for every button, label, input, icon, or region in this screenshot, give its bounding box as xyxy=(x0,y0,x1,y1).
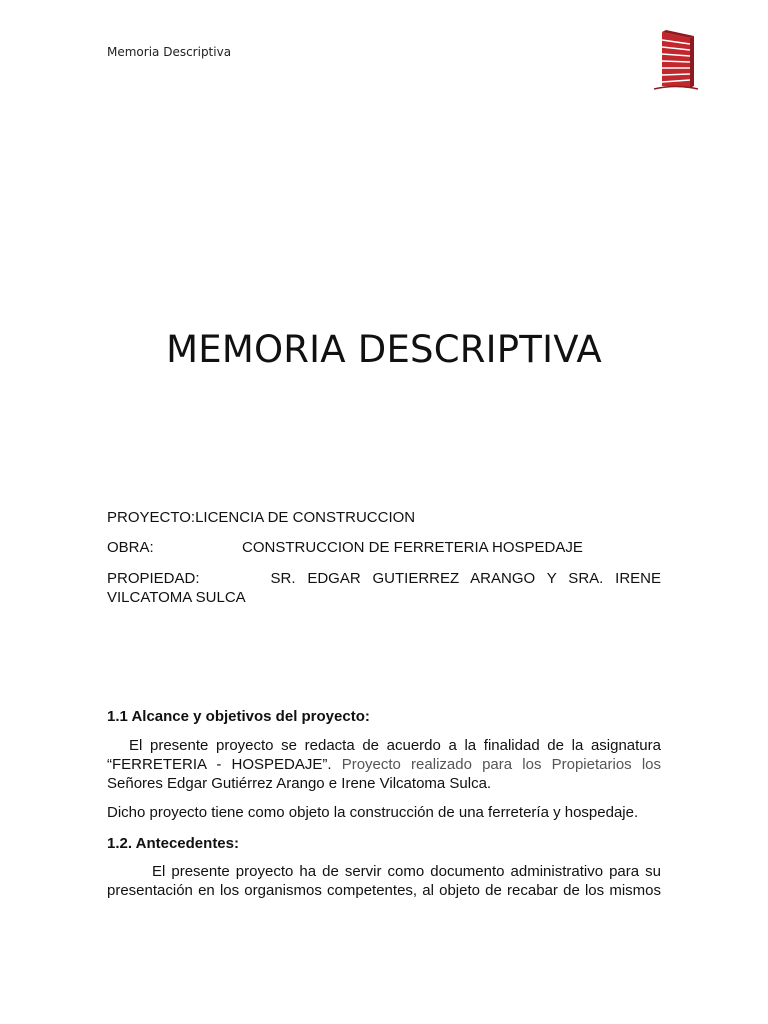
building-logo-icon xyxy=(652,28,700,92)
proyecto-label: PROYECTO: xyxy=(107,509,196,526)
section-1-2-p1-line1: El presente proyecto ha de servir como documento administrativo para su xyxy=(152,863,661,880)
propiedad-line-2: VILCATOMA SULCA xyxy=(107,589,246,606)
propiedad-line-1: PROPIEDAD: SR. EDGAR GUTIERREZ ARANGO Y SRA. IRENE xyxy=(107,570,661,587)
obra-value: CONSTRUCCION DE FERRETERIA HOSPEDAJE xyxy=(242,539,583,556)
section-1-1-p1-line3: Señores Edgar Gutiérrez Arango e Irene Vilcatoma Sulca. xyxy=(107,775,492,792)
section-1-1-heading: 1.1 Alcance y objetivos del proyecto: xyxy=(107,708,370,725)
obra-label: OBRA: xyxy=(107,539,154,556)
section-1-2-p1-line2: presentación en los organismos competentes, al objeto de recabar de los mismos xyxy=(107,882,661,899)
quoted-title: “FERRETERIA - HOSPEDAJE”. xyxy=(107,756,332,773)
header-title: Memoria Descriptiva xyxy=(107,45,232,59)
proyecto-row xyxy=(107,508,415,528)
section-1-1-p2: Dicho proyecto tiene como objeto la construcción de una ferretería y hospedaje. xyxy=(107,804,639,821)
proyecto-value: LICENCIA DE CONSTRUCCION xyxy=(195,509,416,526)
document-title: MEMORIA DESCRIPTIVA xyxy=(166,328,602,371)
section-1-1-p1-line1: El presente proyecto se redacta de acuerdo a la finalidad de la asignatura xyxy=(129,737,661,754)
section-1-2-heading: 1.2. Antecedentes: xyxy=(107,835,239,852)
section-1-1-p1-line2: “FERRETERIA - HOSPEDAJE”. Proyecto realizado para los Propietarios los xyxy=(107,756,662,773)
